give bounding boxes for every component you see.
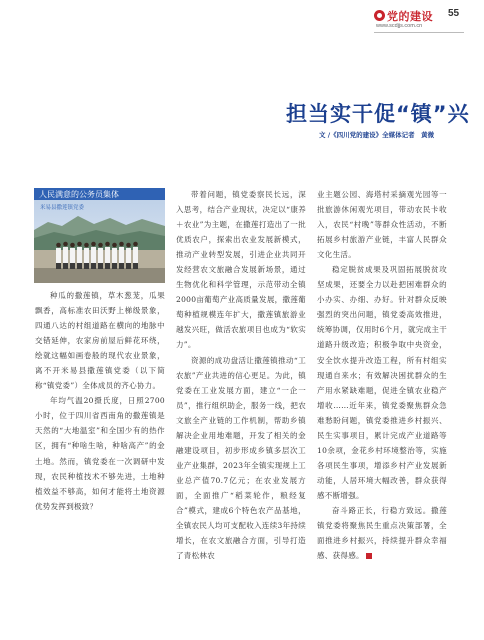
paragraph: 年均气温20摄氏度，日照2700小时，位于四川省西南角的撒莲镇是天然的“大地温室”和全国少有的热作区，拥有“种啥生啥，种啥高产”的金土地。然而，镇党委在一次调研中发现，农民种植技术不够先进，土地种植效益不够高，如何才能将土地资源优势发挥到极致？ bbox=[35, 396, 165, 511]
article-title: 担当实干促“镇”兴 bbox=[286, 102, 470, 126]
logo-url: www.scdjjs.com.cn bbox=[376, 23, 423, 29]
group-photo bbox=[34, 188, 165, 283]
page-number: 55 bbox=[448, 8, 460, 19]
magazine-logo bbox=[374, 8, 438, 38]
paragraph: 带着问题，镇党委察民长远，深入思考，结合产业现状，决定以“康养＋农业”为主题，在撒莲打造出了一批优质农户，探索出农业发展新模式，推动产业转型发展，引进企业共同开发经营农文旅融合发展新场景，通过生物优化和科学管理，示范带动全镇2000亩葡萄产业高质量发展，撒莲葡萄种植规模连年扩大，撒莲镇旅游业越发兴旺，做活农旅项目也成为“软实力”。 bbox=[176, 190, 306, 350]
photo-caption-bar bbox=[34, 188, 165, 200]
text-column-2 bbox=[176, 187, 306, 563]
page-header bbox=[0, 0, 484, 50]
end-of-article-icon bbox=[366, 553, 372, 559]
header-divider bbox=[374, 32, 464, 33]
logo-text: 党的建设 bbox=[387, 10, 433, 23]
article-byline: 文 /《四川党的建设》全媒体记者 黄微 bbox=[319, 131, 435, 139]
paragraph: 种瓜的撒莲镇，草木葱茏，瓜果飘香，高标准农田沃野上梯级景象，四通八达的村组道路在横向的地脉中交错延伸，农家房前屋后鲜花环绕，绘就这幅如画卷般的现代农业景象，离不开米易县撒莲镇党委（以下简称“镇党委”）全体成员的齐心协力。 bbox=[35, 291, 165, 391]
photo-caption: 人民满意的公务员集体 bbox=[39, 190, 119, 199]
paragraph: 业主题公园、海塔村采摘观光园等一批旅游休闲观光项目，带动农民卡收入，农民“村晚”等群众性活动，不断拓展乡村旅游产业链，丰富人民群众文化生活。 bbox=[317, 190, 447, 260]
paragraph: 资源的成功盘活让撒莲镇推动“工农旅”产业共进的信心更足。为此，镇党委在工业发展方面，建立“一企一员”，推行组织助企，服务一线，把农文旅全产业链的工作机制，帮助乡镇解决企业用地难题，开发了相关的金融建设项目，初步形成乡镇多层次工业产业集群，2023年全镇实现规上工业总产值70.7亿元；在农业发展方面，全面推广“稻菜轮作，粮经复合”模式，建成6个特色农产品基地，全镇农民人均可支配收入连续3年持续增长，在农文旅融合方面，引导打造了青松林农 bbox=[176, 355, 306, 561]
photo-subcaption: 米易县撒莲镇党委 bbox=[40, 205, 85, 211]
party-emblem-icon bbox=[374, 10, 385, 21]
text-column-1 bbox=[35, 288, 165, 514]
paragraph: 稳定脱贫成果及巩固拓展脱贫攻坚成果，还要全力以赴把困难群众的小办实、办细、办好。针对群众反映强烈的突出问题，镇党委高效推进，统筹协调，仅用时6个月，就完成主干道路升级改造；积极争取中央资金，安全饮水提升改造工程，所有村组实现通自来水；有效解决困扰群众的生产用水紧缺难题，促进全镇农业稳产增收……近年来，镇党委聚焦群众急难愁盼问题，镇党委推进乡村振兴、民生实事项目，累计完成产业道路等10余项，金花乡村环境整治等，实施各项民生事项，增添乡村产业发展新动能，人居环境大幅改善，群众获得感不断增强。 bbox=[317, 265, 447, 500]
paragraph-last bbox=[317, 503, 447, 563]
text-column-3 bbox=[317, 187, 447, 563]
paragraph: 奋斗路正长，行稳方致远。撒莲镇党委将聚焦民生重点决策部署，全面推进乡村振兴，持续提升群众幸福感、获得感。 bbox=[317, 505, 447, 561]
